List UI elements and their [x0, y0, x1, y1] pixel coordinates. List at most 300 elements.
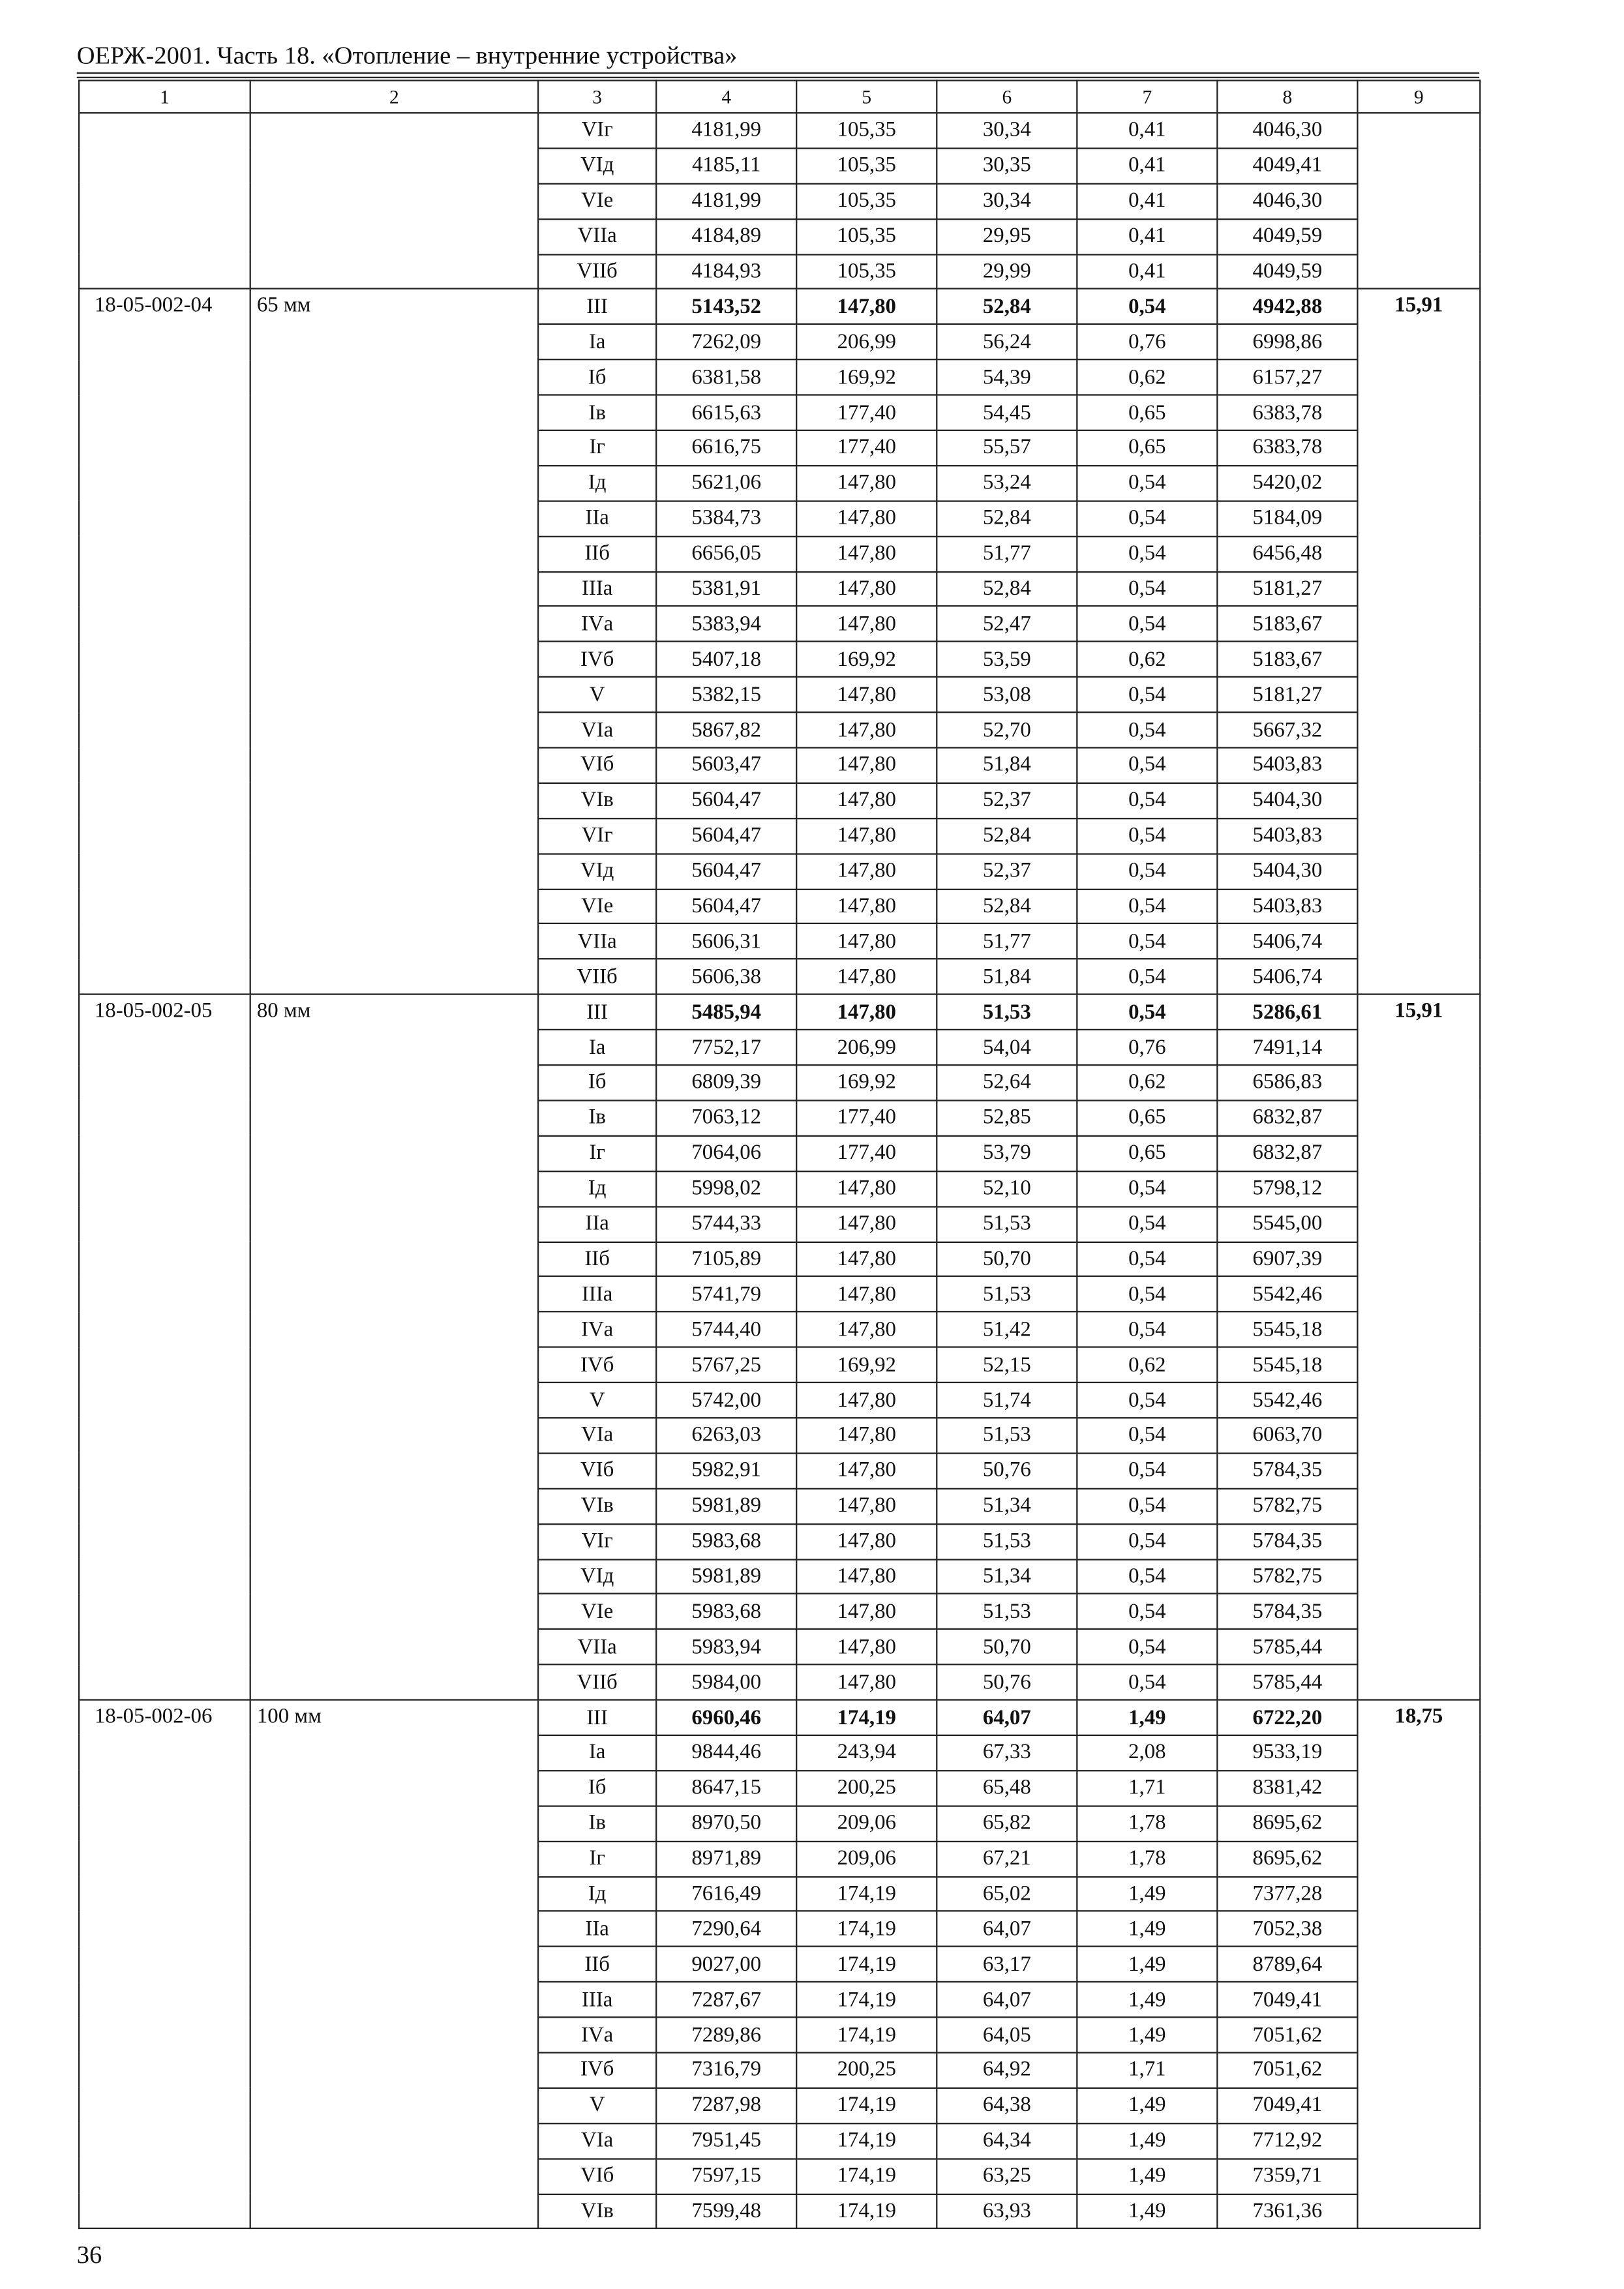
zone-cell: VIа	[538, 713, 656, 748]
zone-cell: IIа	[538, 501, 656, 536]
value-cell-7: 1,49	[1077, 2159, 1217, 2194]
value-cell-8: 5183,67	[1217, 642, 1357, 677]
value-cell-7: 0,76	[1077, 325, 1217, 360]
value-cell-5: 147,80	[796, 1277, 937, 1312]
value-cell-6: 64,05	[937, 2017, 1077, 2052]
value-cell-4: 7287,67	[656, 1982, 796, 2017]
value-cell-7: 0,54	[1077, 571, 1217, 606]
value-cell-7: 1,78	[1077, 1841, 1217, 1876]
value-cell-4: 5621,06	[656, 466, 796, 501]
value-cell-7: 0,62	[1077, 642, 1217, 677]
value-cell-8: 4046,30	[1217, 113, 1357, 148]
value-cell-5: 174,19	[796, 2017, 937, 2052]
price-table	[78, 80, 1481, 2230]
value-cell-8: 5542,46	[1217, 1277, 1357, 1312]
value-cell-5: 147,80	[796, 1171, 937, 1206]
value-cell-4: 5998,02	[656, 1171, 796, 1206]
value-cell-6: 52,64	[937, 1065, 1077, 1100]
value-cell-7: 0,65	[1077, 395, 1217, 430]
value-cell-7: 0,41	[1077, 254, 1217, 289]
value-cell-8: 7051,62	[1217, 2053, 1357, 2088]
value-cell-6: 52,84	[937, 818, 1077, 854]
value-cell-8: 6832,87	[1217, 1135, 1357, 1171]
value-cell-5: 169,92	[796, 360, 937, 395]
value-cell-8: 8789,64	[1217, 1947, 1357, 1982]
value-cell-6: 64,07	[937, 1700, 1077, 1735]
value-cell-6: 63,25	[937, 2159, 1077, 2194]
zone-cell: VIб	[538, 748, 656, 783]
zone-cell: Iб	[538, 360, 656, 395]
zone-cell: IIб	[538, 536, 656, 571]
zone-cell: VIе	[538, 183, 656, 218]
value-cell-8: 4942,88	[1217, 290, 1357, 325]
value-cell-8: 5286,61	[1217, 995, 1357, 1030]
value-cell-4: 6616,75	[656, 430, 796, 466]
value-cell-5: 174,19	[796, 1700, 937, 1735]
value-cell-6: 52,37	[937, 783, 1077, 818]
value-cell-6: 52,84	[937, 290, 1077, 325]
value-cell-4: 6809,39	[656, 1065, 796, 1100]
rate-code	[79, 113, 250, 289]
value-cell-4: 5382,15	[656, 677, 796, 712]
value-cell-4: 4184,89	[656, 218, 796, 254]
value-cell-8: 5403,83	[1217, 889, 1357, 924]
table-row	[79, 113, 1480, 148]
value-cell-4: 5983,68	[656, 1523, 796, 1559]
value-cell-6: 51,53	[937, 1418, 1077, 1453]
value-cell-5: 209,06	[796, 1841, 937, 1876]
value-cell-7: 0,54	[1077, 1277, 1217, 1312]
value-cell-8: 7377,28	[1217, 1876, 1357, 1911]
labor-cost: 15,91	[1357, 995, 1480, 1700]
value-cell-8: 6456,48	[1217, 536, 1357, 571]
value-cell-6: 51,77	[937, 924, 1077, 959]
column-number-row	[79, 80, 1480, 113]
value-cell-8: 5785,44	[1217, 1630, 1357, 1665]
value-cell-6: 51,42	[937, 1312, 1077, 1347]
value-cell-5: 105,35	[796, 218, 937, 254]
value-cell-6: 29,99	[937, 254, 1077, 289]
value-cell-4: 6381,58	[656, 360, 796, 395]
value-cell-6: 50,70	[937, 1242, 1077, 1277]
value-cell-7: 0,54	[1077, 889, 1217, 924]
rate-code: 18-05-002-05	[79, 995, 250, 1700]
pipe-diameter: 65 мм	[250, 290, 538, 995]
value-cell-5: 105,35	[796, 148, 937, 183]
value-cell-7: 0,54	[1077, 290, 1217, 325]
value-cell-7: 1,49	[1077, 1982, 1217, 2017]
value-cell-8: 5545,18	[1217, 1312, 1357, 1347]
value-cell-4: 5984,00	[656, 1665, 796, 1700]
value-cell-7: 1,71	[1077, 2053, 1217, 2088]
value-cell-4: 6960,46	[656, 1700, 796, 1735]
value-cell-4: 4184,93	[656, 254, 796, 289]
zone-cell: III	[538, 290, 656, 325]
value-cell-4: 8971,89	[656, 1841, 796, 1876]
zone-cell: Iг	[538, 1841, 656, 1876]
value-cell-8: 5545,18	[1217, 1347, 1357, 1383]
value-cell-7: 0,54	[1077, 1418, 1217, 1453]
zone-cell: VIг	[538, 1523, 656, 1559]
value-cell-8: 5782,75	[1217, 1488, 1357, 1523]
column-number: 6	[937, 80, 1077, 113]
value-cell-7: 0,54	[1077, 677, 1217, 712]
value-cell-7: 0,54	[1077, 959, 1217, 995]
zone-cell: Iа	[538, 1735, 656, 1771]
value-cell-7: 0,54	[1077, 1594, 1217, 1630]
value-cell-6: 65,48	[937, 1771, 1077, 1806]
value-cell-4: 7105,89	[656, 1242, 796, 1277]
value-cell-6: 51,34	[937, 1559, 1077, 1594]
value-cell-7: 1,71	[1077, 1771, 1217, 1806]
value-cell-7: 0,54	[1077, 606, 1217, 642]
value-cell-5: 147,80	[796, 1630, 937, 1665]
value-cell-7: 0,54	[1077, 1242, 1217, 1277]
value-cell-4: 5767,25	[656, 1347, 796, 1383]
value-cell-8: 7049,41	[1217, 2088, 1357, 2123]
value-cell-8: 6383,78	[1217, 395, 1357, 430]
zone-cell: IIб	[538, 1947, 656, 1982]
value-cell-6: 67,33	[937, 1735, 1077, 1771]
value-cell-4: 6263,03	[656, 1418, 796, 1453]
value-cell-6: 51,84	[937, 748, 1077, 783]
value-cell-7: 1,49	[1077, 2017, 1217, 2052]
value-cell-4: 5407,18	[656, 642, 796, 677]
zone-cell: Iв	[538, 1806, 656, 1841]
zone-cell: V	[538, 2088, 656, 2123]
value-cell-4: 5381,91	[656, 571, 796, 606]
value-cell-7: 0,54	[1077, 818, 1217, 854]
value-cell-4: 7752,17	[656, 1030, 796, 1065]
value-cell-6: 64,07	[937, 1982, 1077, 2017]
value-cell-5: 147,80	[796, 713, 937, 748]
value-cell-6: 64,38	[937, 2088, 1077, 2123]
value-cell-5: 177,40	[796, 1135, 937, 1171]
zone-cell: VIд	[538, 1559, 656, 1594]
zone-cell: VIа	[538, 1418, 656, 1453]
value-cell-6: 51,84	[937, 959, 1077, 995]
zone-cell: IIа	[538, 1206, 656, 1242]
value-cell-5: 174,19	[796, 2123, 937, 2159]
value-cell-6: 64,92	[937, 2053, 1077, 2088]
zone-cell: IVа	[538, 1312, 656, 1347]
value-cell-8: 5784,35	[1217, 1594, 1357, 1630]
value-cell-4: 5983,68	[656, 1594, 796, 1630]
value-cell-8: 7049,41	[1217, 1982, 1357, 2017]
value-cell-8: 6586,83	[1217, 1065, 1357, 1100]
zone-cell: VIе	[538, 1594, 656, 1630]
value-cell-5: 174,19	[796, 1876, 937, 1911]
value-cell-5: 147,80	[796, 1523, 937, 1559]
value-cell-7: 0,62	[1077, 360, 1217, 395]
value-cell-4: 7287,98	[656, 2088, 796, 2123]
zone-cell: IIа	[538, 1911, 656, 1947]
value-cell-6: 54,45	[937, 395, 1077, 430]
value-cell-5: 147,80	[796, 501, 937, 536]
zone-cell: Iд	[538, 1171, 656, 1206]
value-cell-5: 147,80	[796, 959, 937, 995]
value-cell-8: 7361,36	[1217, 2194, 1357, 2229]
value-cell-6: 52,84	[937, 501, 1077, 536]
labor-cost	[1357, 113, 1480, 289]
zone-cell: IVа	[538, 606, 656, 642]
value-cell-4: 8970,50	[656, 1806, 796, 1841]
value-cell-8: 5403,83	[1217, 818, 1357, 854]
value-cell-4: 5383,94	[656, 606, 796, 642]
value-cell-8: 4049,41	[1217, 148, 1357, 183]
value-cell-7: 0,41	[1077, 183, 1217, 218]
value-cell-4: 7290,64	[656, 1911, 796, 1947]
value-cell-4: 5604,47	[656, 889, 796, 924]
value-cell-8: 7712,92	[1217, 2123, 1357, 2159]
value-cell-8: 8381,42	[1217, 1771, 1357, 1806]
zone-cell: III	[538, 1700, 656, 1735]
zone-cell: VIб	[538, 1453, 656, 1488]
value-cell-6: 52,15	[937, 1347, 1077, 1383]
value-cell-5: 147,80	[796, 536, 937, 571]
zone-cell: Iг	[538, 1135, 656, 1171]
value-cell-7: 1,49	[1077, 1947, 1217, 1982]
value-cell-8: 4049,59	[1217, 218, 1357, 254]
value-cell-7: 0,41	[1077, 218, 1217, 254]
value-cell-5: 147,80	[796, 1559, 937, 1594]
value-cell-5: 147,80	[796, 290, 937, 325]
value-cell-5: 147,80	[796, 1242, 937, 1277]
value-cell-6: 50,70	[937, 1630, 1077, 1665]
value-cell-5: 147,80	[796, 854, 937, 889]
value-cell-6: 52,37	[937, 854, 1077, 889]
value-cell-4: 5384,73	[656, 501, 796, 536]
zone-cell: Iв	[538, 395, 656, 430]
value-cell-4: 5604,47	[656, 818, 796, 854]
value-cell-7: 1,49	[1077, 1700, 1217, 1735]
pipe-diameter: 100 мм	[250, 1700, 538, 2229]
zone-cell: VIв	[538, 1488, 656, 1523]
value-cell-4: 7289,86	[656, 2017, 796, 2052]
value-cell-7: 0,54	[1077, 1312, 1217, 1347]
value-cell-4: 5867,82	[656, 713, 796, 748]
value-cell-5: 169,92	[796, 1065, 937, 1100]
value-cell-4: 5604,47	[656, 854, 796, 889]
value-cell-8: 7491,14	[1217, 1030, 1357, 1065]
value-cell-8: 5403,83	[1217, 748, 1357, 783]
pipe-diameter: 80 мм	[250, 995, 538, 1700]
value-cell-5: 147,80	[796, 466, 937, 501]
value-cell-6: 50,76	[937, 1665, 1077, 1700]
value-cell-6: 63,93	[937, 2194, 1077, 2229]
value-cell-5: 174,19	[796, 1982, 937, 2017]
value-cell-6: 53,08	[937, 677, 1077, 712]
zone-cell: Iб	[538, 1065, 656, 1100]
value-cell-7: 0,41	[1077, 148, 1217, 183]
zone-cell: VIIа	[538, 924, 656, 959]
value-cell-7: 0,54	[1077, 1665, 1217, 1700]
value-cell-6: 53,24	[937, 466, 1077, 501]
value-cell-4: 5606,38	[656, 959, 796, 995]
value-cell-4: 5744,33	[656, 1206, 796, 1242]
zone-cell: III	[538, 995, 656, 1030]
value-cell-7: 0,54	[1077, 1171, 1217, 1206]
value-cell-7: 0,54	[1077, 1383, 1217, 1418]
value-cell-6: 50,76	[937, 1453, 1077, 1488]
value-cell-5: 147,80	[796, 924, 937, 959]
table-row	[79, 290, 1480, 325]
value-cell-4: 7597,15	[656, 2159, 796, 2194]
value-cell-6: 52,85	[937, 1100, 1077, 1135]
zone-cell: VIа	[538, 2123, 656, 2159]
value-cell-5: 200,25	[796, 2053, 937, 2088]
value-cell-6: 30,34	[937, 183, 1077, 218]
value-cell-4: 4185,11	[656, 148, 796, 183]
value-cell-7: 1,78	[1077, 1806, 1217, 1841]
value-cell-8: 7359,71	[1217, 2159, 1357, 2194]
column-number: 4	[656, 80, 796, 113]
value-cell-6: 51,53	[937, 1523, 1077, 1559]
value-cell-6: 51,74	[937, 1383, 1077, 1418]
value-cell-5: 169,92	[796, 642, 937, 677]
value-cell-5: 147,80	[796, 571, 937, 606]
value-cell-6: 30,35	[937, 148, 1077, 183]
value-cell-7: 1,49	[1077, 2088, 1217, 2123]
value-cell-7: 1,49	[1077, 2123, 1217, 2159]
zone-cell: VIIа	[538, 1630, 656, 1665]
value-cell-4: 5744,40	[656, 1312, 796, 1347]
value-cell-4: 7316,79	[656, 2053, 796, 2088]
value-cell-8: 6157,27	[1217, 360, 1357, 395]
zone-cell: V	[538, 1383, 656, 1418]
value-cell-7: 0,54	[1077, 466, 1217, 501]
value-cell-7: 0,54	[1077, 1488, 1217, 1523]
pipe-diameter	[250, 113, 538, 289]
value-cell-5: 147,80	[796, 606, 937, 642]
value-cell-4: 4181,99	[656, 183, 796, 218]
value-cell-8: 5406,74	[1217, 924, 1357, 959]
zone-cell: Iд	[538, 466, 656, 501]
value-cell-7: 0,54	[1077, 1453, 1217, 1488]
value-cell-6: 52,84	[937, 571, 1077, 606]
value-cell-6: 51,77	[937, 536, 1077, 571]
value-cell-7: 0,54	[1077, 536, 1217, 571]
value-cell-4: 4181,99	[656, 113, 796, 148]
value-cell-7: 0,54	[1077, 1523, 1217, 1559]
value-cell-5: 147,80	[796, 1383, 937, 1418]
value-cell-6: 30,34	[937, 113, 1077, 148]
value-cell-6: 53,59	[937, 642, 1077, 677]
value-cell-6: 67,21	[937, 1841, 1077, 1876]
value-cell-8: 7052,38	[1217, 1911, 1357, 1947]
value-cell-7: 1,49	[1077, 2194, 1217, 2229]
value-cell-8: 4049,59	[1217, 254, 1357, 289]
zone-cell: Iв	[538, 1100, 656, 1135]
zone-cell: IVа	[538, 2017, 656, 2052]
value-cell-7: 1,49	[1077, 1876, 1217, 1911]
value-cell-7: 0,54	[1077, 1206, 1217, 1242]
value-cell-8: 5784,35	[1217, 1453, 1357, 1488]
value-cell-5: 243,94	[796, 1735, 937, 1771]
value-cell-4: 5603,47	[656, 748, 796, 783]
value-cell-6: 56,24	[937, 325, 1077, 360]
value-cell-5: 147,80	[796, 1312, 937, 1347]
zone-cell: Iг	[538, 430, 656, 466]
value-cell-7: 0,54	[1077, 1559, 1217, 1594]
value-cell-6: 51,53	[937, 1277, 1077, 1312]
zone-cell: Iа	[538, 1030, 656, 1065]
value-cell-4: 5485,94	[656, 995, 796, 1030]
value-cell-8: 6832,87	[1217, 1100, 1357, 1135]
value-cell-5: 147,80	[796, 1453, 937, 1488]
zone-cell: VIв	[538, 2194, 656, 2229]
column-number: 8	[1217, 80, 1357, 113]
value-cell-6: 52,10	[937, 1171, 1077, 1206]
value-cell-7: 2,08	[1077, 1735, 1217, 1771]
value-cell-7: 0,54	[1077, 924, 1217, 959]
value-cell-4: 6615,63	[656, 395, 796, 430]
zone-cell: VIв	[538, 783, 656, 818]
value-cell-7: 0,54	[1077, 748, 1217, 783]
value-cell-8: 5184,09	[1217, 501, 1357, 536]
value-cell-8: 8695,62	[1217, 1806, 1357, 1841]
value-cell-5: 147,80	[796, 889, 937, 924]
value-cell-8: 5406,74	[1217, 959, 1357, 995]
value-cell-7: 0,41	[1077, 113, 1217, 148]
value-cell-7: 0,54	[1077, 995, 1217, 1030]
labor-cost: 15,91	[1357, 290, 1480, 995]
value-cell-7: 0,62	[1077, 1065, 1217, 1100]
value-cell-7: 0,54	[1077, 501, 1217, 536]
value-cell-5: 147,80	[796, 1206, 937, 1242]
column-number: 2	[250, 80, 538, 113]
rate-code: 18-05-002-06	[79, 1700, 250, 2229]
value-cell-7: 0,54	[1077, 713, 1217, 748]
value-cell-4: 7599,48	[656, 2194, 796, 2229]
zone-cell: VIд	[538, 854, 656, 889]
value-cell-5: 169,92	[796, 1347, 937, 1383]
value-cell-8: 4046,30	[1217, 183, 1357, 218]
value-cell-7: 0,62	[1077, 1347, 1217, 1383]
value-cell-7: 1,49	[1077, 1911, 1217, 1947]
value-cell-8: 5404,30	[1217, 783, 1357, 818]
value-cell-6: 52,84	[937, 889, 1077, 924]
value-cell-8: 5542,46	[1217, 1383, 1357, 1418]
zone-cell: IVб	[538, 642, 656, 677]
table-row	[79, 1700, 1480, 1735]
column-number: 5	[796, 80, 937, 113]
value-cell-5: 105,35	[796, 113, 937, 148]
value-cell-8: 5782,75	[1217, 1559, 1357, 1594]
zone-cell: IVб	[538, 2053, 656, 2088]
value-cell-8: 7051,62	[1217, 2017, 1357, 2052]
value-cell-4: 7262,09	[656, 325, 796, 360]
zone-cell: Iа	[538, 325, 656, 360]
value-cell-8: 5183,67	[1217, 606, 1357, 642]
value-cell-5: 147,80	[796, 1488, 937, 1523]
value-cell-6: 51,53	[937, 1594, 1077, 1630]
value-cell-4: 5983,94	[656, 1630, 796, 1665]
value-cell-5: 174,19	[796, 1947, 937, 1982]
zone-cell: VIIб	[538, 959, 656, 995]
zone-cell: VIг	[538, 113, 656, 148]
value-cell-4: 5606,31	[656, 924, 796, 959]
value-cell-5: 174,19	[796, 2088, 937, 2123]
value-cell-6: 65,02	[937, 1876, 1077, 1911]
column-number: 7	[1077, 80, 1217, 113]
value-cell-6: 51,53	[937, 995, 1077, 1030]
value-cell-6: 51,34	[937, 1488, 1077, 1523]
value-cell-8: 5785,44	[1217, 1665, 1357, 1700]
value-cell-6: 29,95	[937, 218, 1077, 254]
header-rule-top	[77, 72, 1479, 74]
value-cell-4: 5742,00	[656, 1383, 796, 1418]
